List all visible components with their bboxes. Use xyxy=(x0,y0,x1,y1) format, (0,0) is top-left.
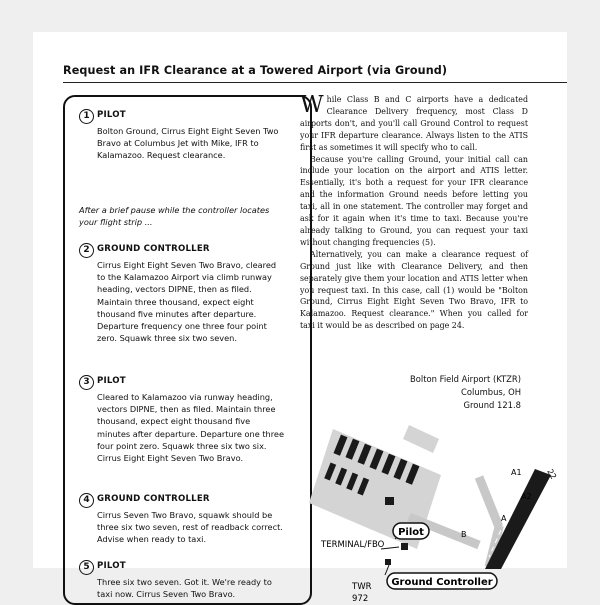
airport-name: Bolton Field Airport (KTZR) xyxy=(410,374,521,384)
step-number-5: 5 xyxy=(79,560,94,575)
pilot-callout-label: Pilot xyxy=(398,527,424,538)
dialogue-text: Bolton Ground, Cirrus Eight Eight Seven Two Bravo at Columbus Jet with Mike, IFR to Kalamazoo. Request clearance. xyxy=(97,126,279,161)
dialogue-text: Cleared to Kalamazoo via runway heading, vectors DIPNE, then as filed. Maintain three thousand, expect eight thousand five minutes after departure. Departure one three four point zero. Squawk three six two six. Cirrus Eight Eight Seven Two Bravo. xyxy=(97,392,285,464)
airport-caption xyxy=(383,373,521,412)
tower-building xyxy=(385,559,391,565)
dialogue-entry-1 xyxy=(79,109,285,162)
narration-aside: After a brief pause while the controller locates your flight strip ... xyxy=(79,205,270,228)
terminal-label: TERMINAL/FBO xyxy=(321,540,385,550)
speaker-label: GROUND CONTROLLER xyxy=(97,244,210,254)
taxiway-label-a: A xyxy=(501,514,507,523)
body-paragraph-1: While Class B and C airports have a dedicated Clearance Delivery frequency, most Class D airports don't, and you'll call Ground Control to request your IFR departure clearance. Always listen to the ATIS first as sometimes it will specify who to call. xyxy=(300,92,528,152)
step-number-4: 4 xyxy=(79,493,94,508)
dialogue-text: Cirrus Seven Two Bravo, squawk should be three six two seven, rest of readback correct. Advise when ready to taxi. xyxy=(97,510,283,545)
body-paragraph-3: Alternatively, you can make a clearance request of Ground just like with Clearance Delivery, and then separately give them your location and ATIS letter when you request taxi. In this case, call (1) would be "Bolton Ground, Cirrus Eight Eight Seven Two Bravo, IFR to Kalamazoo. Request clearance." When you called for taxi it would be as described on page 24. xyxy=(300,249,528,331)
ground-controller-leader xyxy=(385,565,389,575)
airport-city: Columbus, OH xyxy=(461,387,521,397)
speaker-label: PILOT xyxy=(97,110,126,120)
tower-label: TWR xyxy=(352,582,372,592)
heading-rule xyxy=(63,82,567,83)
tower-elevation: 972 xyxy=(352,594,369,604)
terminal-building xyxy=(401,543,408,550)
airport-diagram xyxy=(289,417,567,604)
speaker-label: GROUND CONTROLLER xyxy=(97,494,210,504)
apron-north xyxy=(403,425,439,453)
dialogue-box xyxy=(63,95,312,605)
taxiway-label-a2: A2 xyxy=(521,492,532,501)
dialogue-text: Three six two seven. Got it. We're ready to taxi now. Cirrus Seven Two Bravo. xyxy=(97,577,272,600)
body-text xyxy=(300,94,528,332)
dialogue-entry-3 xyxy=(79,375,285,464)
dialogue-entry-4 xyxy=(79,493,285,546)
step-number-2: 2 xyxy=(79,243,94,258)
speaker-label: PILOT xyxy=(97,376,126,386)
step-number-3: 3 xyxy=(79,375,94,390)
ground-controller-callout-label: Ground Controller xyxy=(391,577,493,588)
dialogue-text: Cirrus Eight Eight Seven Two Bravo, cleared to the Kalamazoo Airport via climb runway heading, vectors DIPNE, then as filed. Maintain three thousand, expect eight thousand five minutes after departure. Departure frequency one three four point zero. Squawk three six two seven. xyxy=(97,260,277,344)
document-page xyxy=(33,32,567,604)
taxiway-label-b: B xyxy=(461,530,467,539)
step-number-1: 1 xyxy=(79,109,94,124)
taxiway-label-a1: A1 xyxy=(511,468,522,477)
dialogue-entry-2 xyxy=(79,243,285,344)
runway-label: 22 xyxy=(545,467,559,481)
body-paragraph-2: Because you're calling Ground, your initial call can include your location on the airport and ATIS letter. Essentially, it's both a request for your IFR clearance and the information Ground needs before letting you taxi, all in one statement. The controller may forget and ask for it again when it's time to taxi. Because you're already talking to Ground, you can request your taxi without changing frequencies (5). xyxy=(300,154,528,247)
ground-frequency: Ground 121.8 xyxy=(463,400,521,410)
speaker-label: PILOT xyxy=(97,561,126,571)
page-heading: Request an IFR Clearance at a Towered Airport (via Ground) xyxy=(63,64,448,77)
drop-cap: W xyxy=(300,92,324,118)
dialogue-entry-5 xyxy=(79,560,285,600)
